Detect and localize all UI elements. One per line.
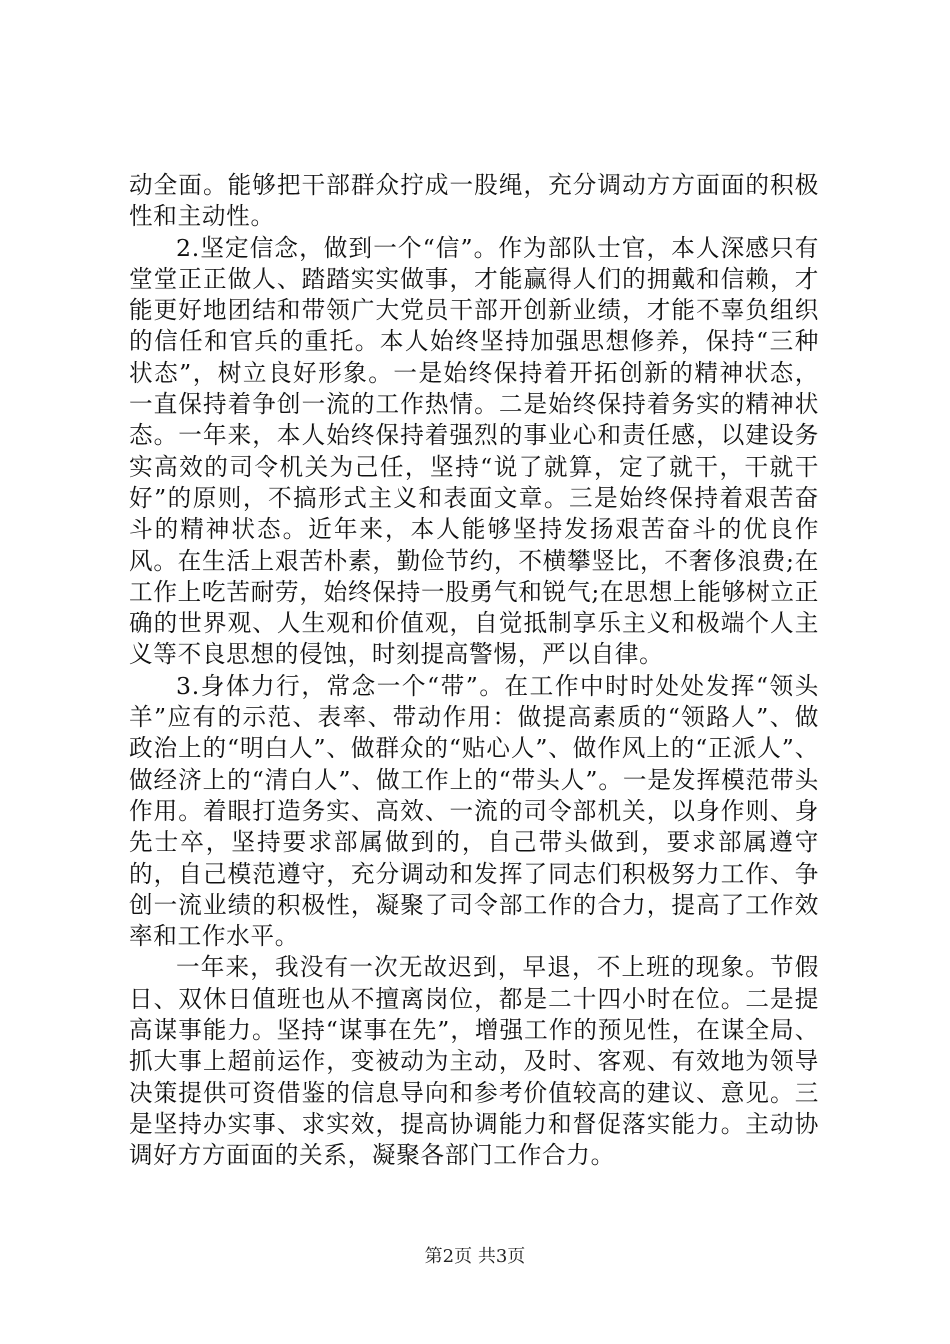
page-number-footer: 第2页 共3页: [424, 1246, 526, 1267]
paragraph-attendance: 一年来，我没有一次无故迟到，早退，不上班的现象。节假日、双休日值班也从不擅离岗位，都是二十四小时在位。二是提高谋事能力。坚持“谋事在先”，增强工作的预见性，在谋全局、抓大事上超前运作，变被动为主动，及时、客观、有效地为领导决策提供可资借鉴的信息导向和参考价值较高的建议、意见。三是坚持办实事、求实效，提高协调能力和督促落实能力。主动协调好方方面面的关系，凝聚各部门工作合力。: [129, 953, 819, 1170]
paragraph-section-3: 3.身体力行，常念一个“带”。在工作中时时处处发挥“领头羊”应有的示范、表率、带动作用：做提高素质的“领路人”、做政治上的“明白人”、做群众的“贴心人”、做作风上的“正派人”、做经济上的“清白人”、做工作上的“带头人”。一是发挥模范带头作用。着眼打造务实、高效、一流的司令部机关，以身作则、身先士卒，坚持要求部属做到的，自己带头做到，要求部属遵守的，自己模范遵守，充分调动和发挥了同志们积极努力工作、争创一流业绩的积极性，凝聚了司令部工作的合力，提高了工作效率和工作水平。: [129, 671, 819, 951]
paragraph-continued: 动全面。能够把干部群众拧成一股绳，充分调动方方面面的积极性和主动性。: [129, 171, 819, 231]
document-body: [129, 170, 819, 1172]
paragraph-section-2: 2.坚定信念，做到一个“信”。作为部队士官，本人深感只有堂堂正正做人、踏踏实实做事，才能赢得人们的拥戴和信赖，才能更好地团结和带领广大党员干部开创新业绩，才能不辜负组织的信任和官兵的重托。本人始终坚持加强思想修养，保持“三种状态”，树立良好形象。一是始终保持着开拓创新的精神状态，一直保持着争创一流的工作热情。二是始终保持着务实的精神状态。一年来，本人始终保持着强烈的事业心和责任感，以建设务实高效的司令机关为己任，坚持“说了就算，定了就干，干就干好”的原则，不搞形式主义和表面文章。三是始终保持着艰苦奋斗的精神状态。近年来，本人能够坚持发扬艰苦奋斗的优良作风。在生活上艰苦朴素，勤俭节约，不横攀竖比，不奢侈浪费;在工作上吃苦耐劳，始终保持一股勇气和锐气;在思想上能够树立正确的世界观、人生观和价值观，自觉抵制享乐主义和极端个人主义等不良思想的侵蚀，时刻提高警惕，严以自律。: [129, 233, 819, 669]
